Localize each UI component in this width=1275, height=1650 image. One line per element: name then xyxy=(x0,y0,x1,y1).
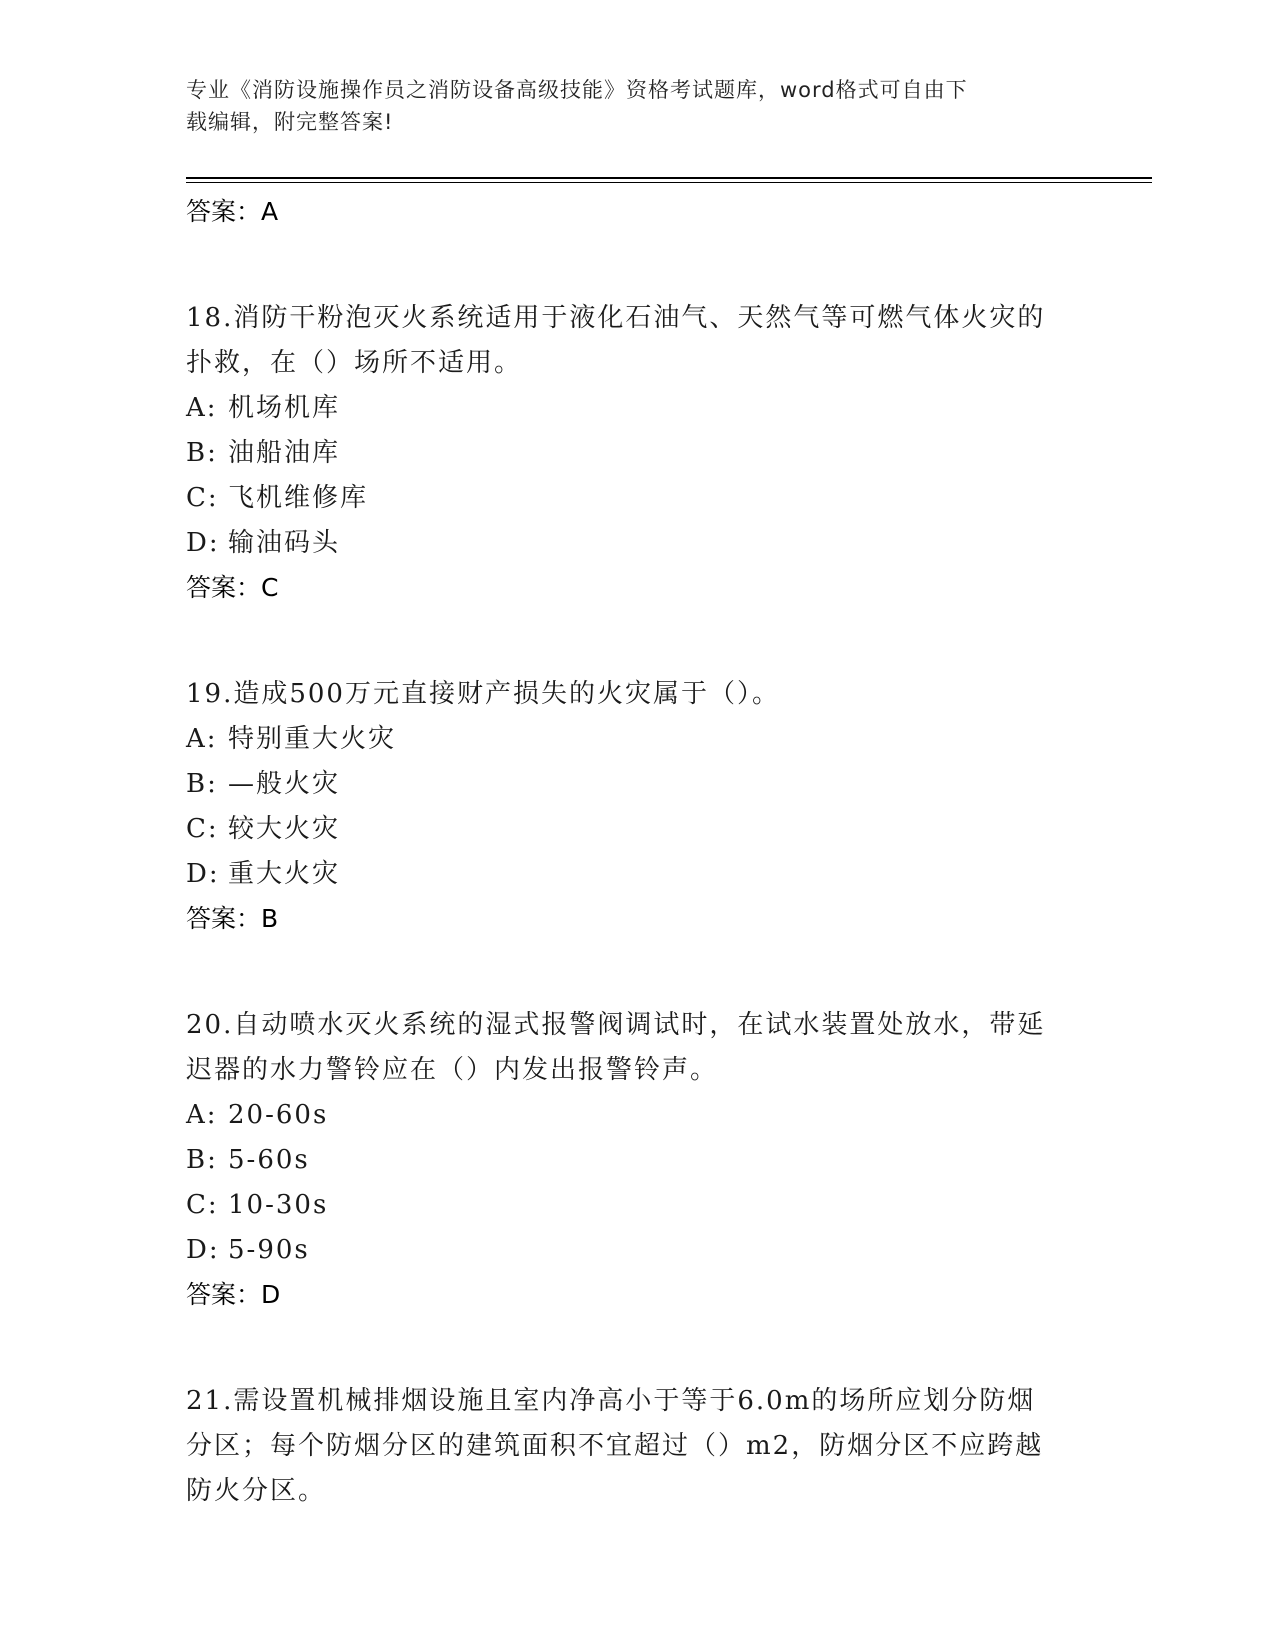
question-18 xyxy=(186,296,1086,610)
question-list xyxy=(186,190,1086,1514)
option-text: —般火灾 xyxy=(228,769,341,799)
option-a xyxy=(186,717,1086,762)
option-letter: B: xyxy=(186,769,218,799)
option-letter: A: xyxy=(186,724,218,754)
option-b xyxy=(186,1138,1086,1183)
header-line-2: 载编辑，附完整答案! xyxy=(186,110,394,134)
question-19 xyxy=(186,672,1086,941)
option-letter: D: xyxy=(186,1235,220,1265)
question-stem: 18.消防干粉泡灭火系统适用于液化石油气、天然气等可燃气体火灾的 xyxy=(186,303,1046,333)
question-stem: 19.造成500万元直接财产损失的火灾属于（）。 xyxy=(186,679,780,709)
option-d xyxy=(186,521,1086,566)
option-letter: C: xyxy=(186,814,219,844)
option-text: 飞机维修库 xyxy=(228,483,369,513)
option-d xyxy=(186,1228,1086,1273)
question-stem: 扑救，在（）场所不适用。 xyxy=(186,348,523,378)
option-text: 油船油库 xyxy=(228,438,341,468)
option-letter: C: xyxy=(186,483,219,513)
option-text: 机场机库 xyxy=(228,393,341,423)
answer-17: 答案：A xyxy=(186,197,279,226)
option-letter: A: xyxy=(186,393,218,423)
option-a xyxy=(186,386,1086,431)
question-stem: 20.自动喷水灭火系统的湿式报警阀调试时，在试水装置处放水，带延 xyxy=(186,1010,1046,1040)
question-stem: 迟器的水力警铃应在（）内发出报警铃声。 xyxy=(186,1055,719,1085)
option-b xyxy=(186,431,1086,476)
option-b xyxy=(186,762,1086,807)
option-d xyxy=(186,852,1086,897)
option-letter: D: xyxy=(186,528,220,558)
question-stem: 分区；每个防烟分区的建筑面积不宜超过（）m2，防烟分区不应跨越 xyxy=(186,1431,1044,1461)
header-divider-thick xyxy=(186,177,1152,179)
option-letter: A: xyxy=(186,1100,218,1130)
header-divider-thin xyxy=(186,182,1152,183)
option-text: 5-60s xyxy=(228,1145,310,1175)
question-stem: 防火分区。 xyxy=(186,1476,327,1506)
option-letter: B: xyxy=(186,438,218,468)
option-c xyxy=(186,807,1086,852)
option-letter: C: xyxy=(186,1190,219,1220)
question-stem: 21.需设置机械排烟设施且室内净高小于等于6.0m的场所应划分防烟 xyxy=(186,1386,1036,1416)
option-a xyxy=(186,1093,1086,1138)
answer-18: 答案：C xyxy=(186,573,279,602)
document-header xyxy=(186,74,1086,138)
option-text: 特别重大火灾 xyxy=(228,724,397,754)
option-text: 输油码头 xyxy=(228,528,341,558)
answer-20: 答案：D xyxy=(186,1280,281,1309)
option-c xyxy=(186,476,1086,521)
question-21 xyxy=(186,1379,1086,1514)
answer-19: 答案：B xyxy=(186,904,279,933)
option-text: 重大火灾 xyxy=(228,859,341,889)
option-letter: B: xyxy=(186,1145,218,1175)
option-c xyxy=(186,1183,1086,1228)
option-text: 较大火灾 xyxy=(228,814,341,844)
header-line-1: 专业《消防设施操作员之消防设备高级技能》资格考试题库，word格式可自由下 xyxy=(186,78,968,102)
option-text: 5-90s xyxy=(228,1235,310,1265)
question-20 xyxy=(186,1003,1086,1317)
option-text: 20-60s xyxy=(228,1100,329,1130)
option-text: 10-30s xyxy=(228,1190,329,1220)
option-letter: D: xyxy=(186,859,220,889)
